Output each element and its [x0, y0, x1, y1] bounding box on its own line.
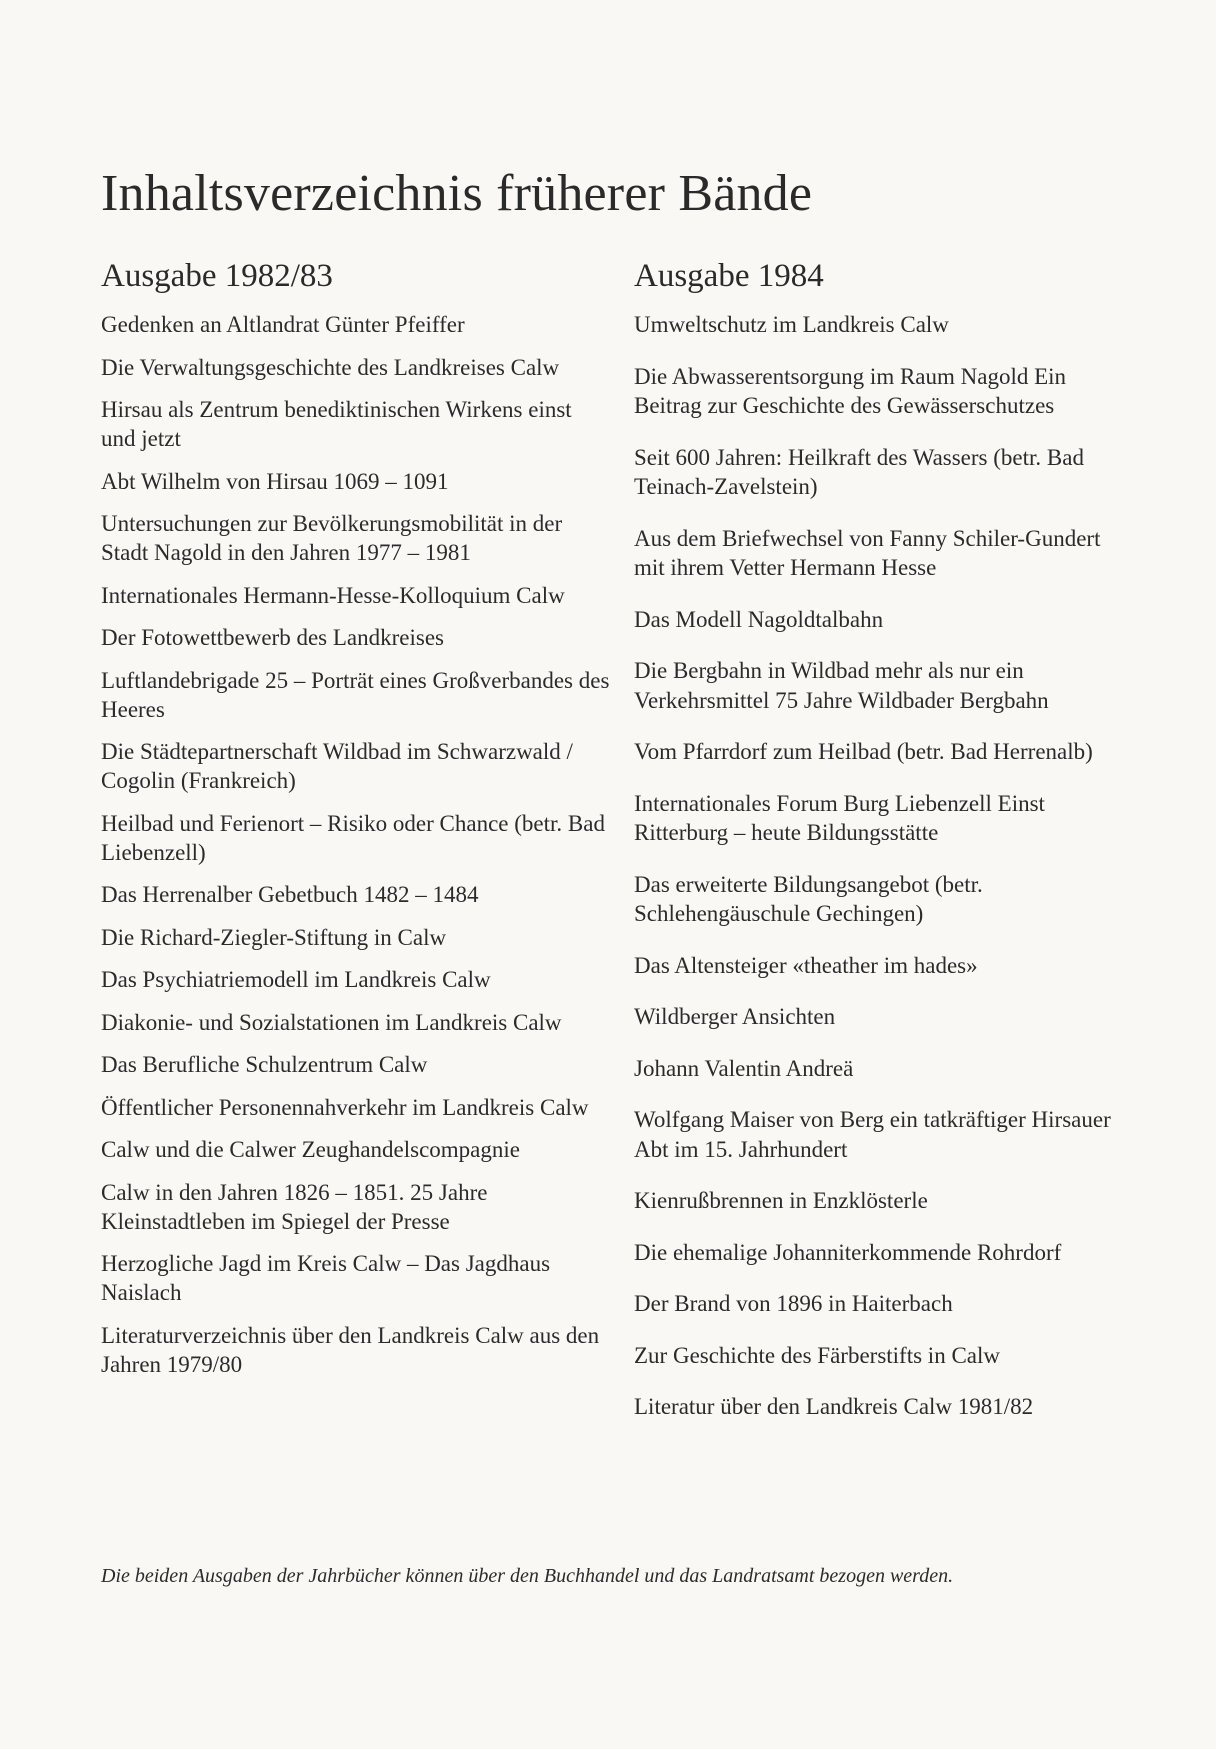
list-item: Der Brand von 1896 in Haiterbach — [634, 1291, 953, 1316]
list-item: Die ehemalige Johanniterkommende Rohrdorf — [634, 1239, 1062, 1265]
list-item: Diakonie- und Sozialstationen im Landkreis Calw — [101, 1009, 562, 1035]
list-item: Abt Wilhelm von Hirsau 1069 – 1091 — [101, 468, 449, 494]
list-item: Zur Geschichte des Färberstifts in Calw — [634, 1342, 1000, 1368]
list-item: Hirsau als Zentrum benediktinischen Wirkens einst und jetzt — [101, 397, 572, 451]
list-item: Seit 600 Jahren: Heilkraft des Wassers (betr. Bad Teinach-Zavelstein) — [634, 444, 1084, 499]
list-item: Wolfgang Maiser von Berg ein tatkräftiger Hirsauer Abt im 15. Jahrhundert — [634, 1107, 1111, 1162]
list-item: Das Modell Nagoldtalbahn — [634, 606, 884, 632]
column-edition-1984 — [634, 256, 1134, 1444]
list-item: Luftlandebrigade 25 – Porträt eines Großverbandes des Heeres — [101, 667, 610, 722]
list-item: Die Richard-Ziegler-Stiftung in Calw — [101, 924, 447, 950]
list-item: Herzogliche Jagd im Kreis Calw – Das Jagdhaus Naislach — [101, 1251, 551, 1305]
column-heading: Ausgabe 1982/83 — [101, 258, 333, 294]
list-item: Vom Pfarrdorf zum Heilbad (betr. Bad Herrenalb) — [634, 739, 1093, 764]
list-item: Calw in den Jahren 1826 – 1851. 25 Jahre Kleinstadtleben im Spiegel der Presse — [101, 1179, 488, 1234]
column-edition-1982-83 — [101, 256, 611, 1392]
page-title: Inhaltsverzeichnis früherer Bände — [101, 165, 813, 222]
list-item: Heilbad und Ferienort – Risiko oder Chance (betr. Bad Liebenzell) — [101, 810, 605, 865]
list-item: Die Städtepartnerschaft Wildbad im Schwarzwald / Cogolin (Frankreich) — [101, 739, 573, 793]
list-item: Wildberger Ansichten — [634, 1004, 836, 1029]
list-item: Das erweiterte Bildungsangebot (betr. Schlehengäuschule Gechingen) — [634, 871, 983, 926]
list-item: Die Abwasserentsorgung im Raum Nagold Ein Beitrag zur Geschichte des Gewässerschutzes — [634, 363, 1067, 418]
list-item: Öffentlicher Personennahverkehr im Landkreis Calw — [101, 1094, 589, 1120]
list-item: Untersuchungen zur Bevölkerungsmobilität in der Stadt Nagold in den Jahren 1977 – 1981 — [101, 511, 563, 565]
list-item: Kienrußbrennen in Enzklösterle — [634, 1188, 928, 1213]
list-item: Johann Valentin Andreä — [634, 1055, 854, 1081]
list-item: Literaturverzeichnis über den Landkreis Calw aus den Jahren 1979/80 — [101, 1322, 600, 1377]
list-item: Das Psychiatriemodell im Landkreis Calw — [101, 967, 491, 992]
footer-note: Die beiden Ausgaben der Jahrbücher können über den Buchhandel und das Landratsamt bezogen werden. — [101, 1565, 954, 1587]
column-heading: Ausgabe 1984 — [634, 258, 824, 294]
list-item: Aus dem Briefwechsel von Fanny Schiler-Gundert mit ihrem Vetter Hermann Hesse — [634, 525, 1101, 580]
list-item: Internationales Hermann-Hesse-Kolloquium Calw — [101, 582, 565, 608]
list-item: Die Bergbahn in Wildbad mehr als nur ein Verkehrsmittel 75 Jahre Wildbader Bergbahn — [634, 658, 1049, 713]
list-item: Das Herrenalber Gebetbuch 1482 – 1484 — [101, 882, 479, 907]
list-item: Gedenken an Altlandrat Günter Pfeiffer — [101, 312, 465, 337]
list-item: Das Berufliche Schulzentrum Calw — [101, 1052, 428, 1077]
list-item: Der Fotowettbewerb des Landkreises — [101, 625, 444, 650]
list-item: Calw und die Calwer Zeughandelscompagnie — [101, 1137, 520, 1162]
list-item: Das Altensteiger «theather im hades» — [634, 952, 978, 978]
list-item: Literatur über den Landkreis Calw 1981/82 — [634, 1394, 1034, 1419]
contents-list — [101, 310, 611, 1379]
list-item: Internationales Forum Burg Liebenzell Einst Ritterburg – heute Bildungsstätte — [634, 790, 1045, 845]
contents-list — [634, 310, 1134, 1422]
list-item: Die Verwaltungsgeschichte des Landkreises Calw — [101, 354, 560, 380]
list-item: Umweltschutz im Landkreis Calw — [634, 312, 949, 337]
